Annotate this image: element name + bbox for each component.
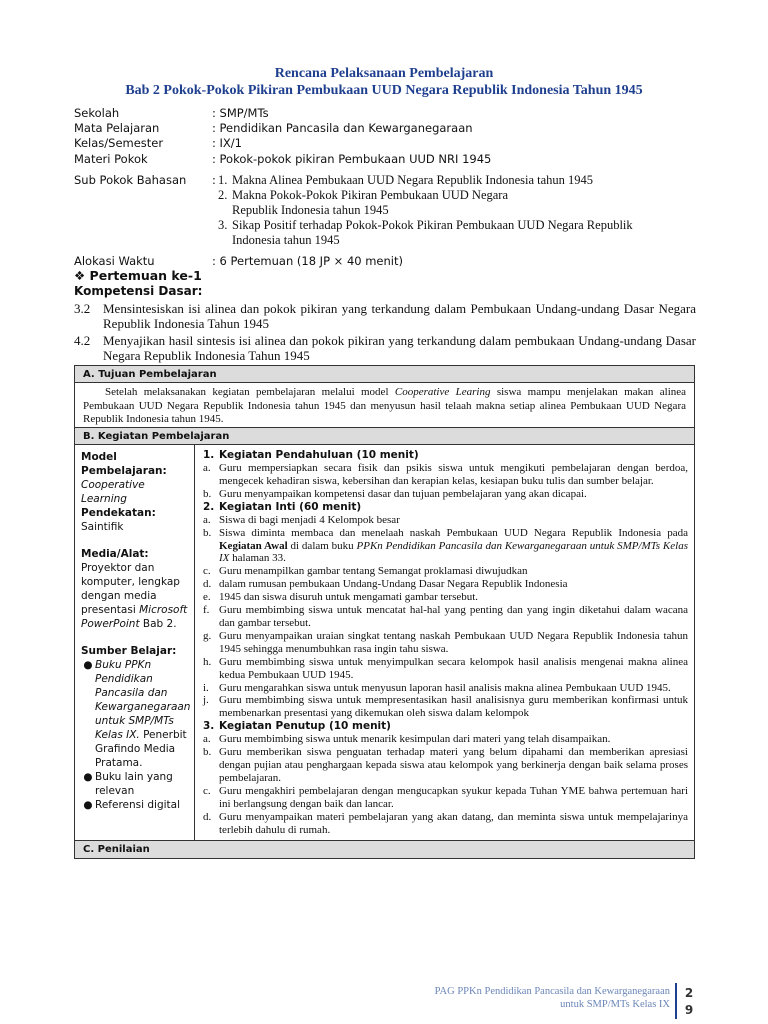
- kegiatan-item-text: [219, 514, 688, 527]
- kegiatan-item-letter: a.: [203, 733, 211, 746]
- pendekatan-label: Pendekatan:: [81, 507, 156, 519]
- kegiatan-text-part: Guru membimbing siswa untuk menyimpulkan secara kelompok hasil analisis mengenai makna alinea kedua Pembukaan UUD 1945.: [219, 655, 688, 681]
- kegiatan-text-part: Guru menyampaikan uraian singkat tentang naskah Pembukaan UUD Negara Republik Indonesia tahun 1945 sehingga menumbuhkan rasa ingin tahu siswa.: [219, 629, 688, 655]
- page-number-digit: 9: [684, 1003, 694, 1017]
- kegiatan-text-part: Guru memberikan siswa penguatan terhadap materi yang belum dipahami dan memberikan apresiasi dengan pujian atau penghargaan kepada siswa atau kelompok yang berkinerja dengan baik selama proses pembelajaran.: [219, 746, 688, 784]
- kegiatan-item-text: [219, 565, 688, 578]
- tujuan-text-part: Setelah melaksanakan kegiatan pembelajaran melalui model: [105, 386, 395, 398]
- kegiatan-item-letter: h.: [203, 655, 212, 668]
- sumber-label: Sumber Belajar:: [81, 645, 177, 657]
- kegiatan-item-text: [219, 785, 688, 811]
- kegiatan-item: [203, 694, 688, 720]
- kompetensi-text: Mensintesiskan isi alinea dan pokok pikiran yang terkandung dalam Pembukaan Undang-undang Dasar Negara Republik Indonesia Tahun 1945: [103, 301, 696, 331]
- kompetensi-item: [74, 333, 696, 363]
- kegiatan-item-text: [219, 578, 688, 591]
- identity-value: : Pendidikan Pancasila dan Kewarganegaraan: [212, 121, 473, 135]
- kegiatan-item-text: [219, 488, 688, 501]
- kegiatan-item-text: [219, 527, 688, 566]
- kegiatan-text-part: Guru mempersiapkan secara fisik dan psikis siswa untuk mengikuti pembelajaran dengan berdoa, mengecek kehadiran siswa, kebersihan dan kerapian kelas, kesiapan buku tulis dan sumber belajar.: [219, 462, 688, 487]
- kegiatan-item: [203, 746, 688, 785]
- kegiatan-item-text: [219, 694, 688, 720]
- identity-label: Mata Pelajaran: [74, 121, 160, 135]
- kegiatan-text-part: 1945 dan siswa disuruh untuk mengamati gambar tersebut.: [219, 591, 479, 604]
- kegiatan-text-part: Guru menyampaikan materi pembelajaran yang akan datang, dan meminta siswa untuk mempelajarinya terlebih dahulu di rumah.: [219, 810, 688, 836]
- kegiatan-right-column: [195, 445, 694, 840]
- kegiatan-item-text: [219, 656, 688, 682]
- kegiatan-section-title: [203, 720, 688, 733]
- kegiatan-section-number: 1.: [203, 449, 215, 461]
- model-value: Cooperative Learning: [81, 479, 145, 505]
- kegiatan-item-letter: f.: [203, 604, 210, 617]
- sumber-book-title: Buku PPKn Pendidikan Pancasila dan Kewarganegaraan untuk SMP/MTs Kelas IX.: [95, 659, 191, 741]
- sumber-item: [81, 798, 188, 812]
- list-number: 1.: [218, 173, 228, 187]
- kegiatan-item-text: [219, 811, 688, 837]
- kegiatan-item-text: [219, 733, 688, 746]
- kegiatan-item-text: [219, 604, 688, 630]
- kegiatan-section-label: Kegiatan Penutup (10 menit): [219, 720, 391, 733]
- list-text: Makna Pokok-Pokok Pikiran Pembukaan UUD Negara Republik Indonesia tahun 1945: [232, 188, 508, 217]
- tujuan-model-name: Cooperative Learing: [394, 386, 491, 398]
- section-c-header: C. Penilaian: [75, 841, 694, 858]
- footer-text: [380, 985, 670, 1011]
- kompetensi-text: Menyajikan hasil sintesis isi alinea dan pokok pikiran yang terkandung dalam pembukaan Undang-undang Dasar Negara Republik Indonesia Tahun 1945: [103, 333, 696, 363]
- model-label: Model Pembelajaran:: [81, 451, 167, 477]
- kegiatan-item: [203, 527, 688, 566]
- kegiatan-item-letter: c.: [203, 565, 211, 578]
- kegiatan-text-part: Guru membimbing siswa untuk menarik kesimpulan dari materi yang telah disampaikan.: [219, 733, 611, 746]
- page-number: [683, 985, 695, 1019]
- page-number-divider: [675, 983, 677, 1019]
- kegiatan-item-text: [219, 630, 688, 656]
- list-number: 3.: [218, 218, 228, 232]
- list-item: [218, 188, 678, 218]
- kegiatan-text-part: Guru mengakhiri pembelajaran dengan mengucapkan syukur kepada Tuhan YME bahwa pertemuan hari ini berlangsung dengan baik dan lancar.: [219, 784, 688, 810]
- identity-label: Kelas/Semester: [74, 136, 164, 150]
- kegiatan-item: [203, 565, 688, 578]
- footer-line: untuk SMP/MTs Kelas IX: [560, 999, 670, 1010]
- identity-label: Materi Pokok: [74, 152, 148, 166]
- identity-label: Alokasi Waktu: [74, 254, 155, 268]
- list-text: Sikap Positif terhadap Pokok-Pokok Pikiran Pembukaan UUD Negara Republik Indonesia tahun 1945: [232, 218, 633, 247]
- kompetensi-heading: Kompetensi Dasar:: [74, 284, 203, 298]
- kompetensi-number: 4.2: [74, 333, 91, 348]
- media-text-part: Proyektor dan komputer, lengkap dengan media presentasi: [81, 562, 180, 616]
- media-text: [81, 561, 188, 631]
- kompetensi-number: 3.2: [74, 301, 91, 316]
- kegiatan-text-part: Guru menampilkan gambar tentang Semangat proklamasi diwujudkan: [219, 565, 528, 578]
- identity-value: : IX/1: [212, 136, 242, 150]
- list-item: [218, 173, 678, 188]
- sumber-text: Referensi digital: [95, 799, 180, 811]
- pertemuan-heading: ❖ Pertemuan ke-1: [74, 268, 202, 283]
- kegiatan-text-part: halaman 33.: [229, 552, 286, 565]
- sumber-item: [81, 770, 188, 798]
- kegiatan-text-part: di dalam buku: [287, 539, 357, 552]
- pendekatan-value: Saintifik: [81, 521, 124, 533]
- kegiatan-text-part: dalam rumusan pembukaan Undang-Undang Dasar Negara Republik Indonesia: [219, 578, 568, 591]
- kegiatan-item: [203, 591, 688, 604]
- kegiatan-book-title: PPKn Pendidikan Pancasila dan Kewarganegaraan untuk SMP/MTs Kelas IX: [219, 539, 688, 565]
- kegiatan-item-letter: b.: [203, 746, 212, 759]
- kegiatan-section-label: Kegiatan Pendahuluan (10 menit): [219, 449, 419, 461]
- kegiatan-text-part: Siswa diminta membaca dan menelaah naskah Pembukaan UUD Negara Republik Indonesia pada: [219, 526, 688, 539]
- list-number: 2.: [218, 188, 228, 202]
- kegiatan-item-letter: d.: [203, 810, 212, 823]
- kegiatan-text-part: Guru menyampaikan kompetensi dasar dan tujuan pembelajaran yang akan dicapai.: [219, 487, 587, 500]
- section-a-header: A. Tujuan Pembelajaran: [75, 366, 694, 383]
- sub-pokok-list: [218, 173, 678, 248]
- kegiatan-section-number: 2.: [203, 500, 215, 513]
- kegiatan-item-text: [219, 746, 688, 785]
- identity-label: Sekolah: [74, 106, 120, 120]
- kegiatan-item-text: [219, 682, 688, 695]
- kegiatan-section-title: [203, 501, 688, 514]
- kegiatan-item-letter: e.: [203, 591, 211, 604]
- sumber-book-publisher: Penerbit Grafindo Media Pratama.: [95, 729, 187, 769]
- footer-line: PAG PPKn Pendidikan Pancasila dan Kewarganegaraan: [434, 986, 670, 997]
- kegiatan-text-part: Guru membimbing siswa untuk mencatat hal-hal yang penting dan yang ingin diketahui dalam wacana dan gambar tersebut.: [219, 604, 688, 629]
- section-b-header: B. Kegiatan Pembelajaran: [75, 428, 694, 445]
- kompetensi-item: [74, 301, 696, 331]
- kegiatan-item-text: [219, 591, 688, 604]
- kegiatan-item: [203, 682, 688, 695]
- kegiatan-item: [203, 656, 688, 682]
- kegiatan-text-part: Guru membimbing siswa untuk mempresentasikan hasil analisisnya guru memberikan konfirmasi untuk membenarkan presentasi yang dikemukan oleh siswa dalam kelompok: [219, 694, 688, 720]
- bullet-icon: ●: [83, 771, 93, 783]
- kegiatan-item-letter: a.: [203, 462, 211, 474]
- kegiatan-item-letter: b.: [203, 487, 212, 500]
- kegiatan-item-letter: c.: [203, 784, 211, 797]
- kegiatan-item: [203, 514, 688, 527]
- kegiatan-section-label: Kegiatan Inti (60 menit): [219, 500, 362, 513]
- bullet-icon: ●: [83, 659, 93, 671]
- kegiatan-section-title: [203, 449, 688, 462]
- tujuan-text-part: siswa mampu menjelakan makan alinea Pembukaan UUD Negara Republik Indonesia tahun 1945 dan menyusun hasil telaah makna setiap alinea Pembukaan UUD Negara Republik Indonesia tahun 1945.: [83, 386, 687, 425]
- kegiatan-text-bold: Kegiatan Awal: [219, 539, 288, 552]
- media-text-part: Bab 2.: [139, 618, 177, 630]
- sub-pokok-colon: :: [212, 173, 216, 187]
- tujuan-text: [75, 383, 694, 428]
- identity-value: : Pokok-pokok pikiran Pembukaan UUD NRI 1945: [212, 152, 492, 166]
- kegiatan-left-column: [75, 445, 195, 840]
- bullet-icon: ●: [83, 799, 93, 811]
- document-subtitle: Bab 2 Pokok-Pokok Pikiran Pembukaan UUD Negara Republik Indonesia Tahun 1945: [125, 83, 643, 98]
- rpp-table: [74, 365, 695, 859]
- kegiatan-item: [203, 488, 688, 501]
- kegiatan-text-part: Siswa di bagi menjadi 4 Kelompok besar: [219, 513, 400, 526]
- sumber-text: Buku lain yang relevan: [95, 771, 173, 797]
- kegiatan-item-letter: d.: [203, 578, 212, 591]
- kegiatan-row: [75, 445, 694, 841]
- kegiatan-item: [203, 630, 688, 656]
- page-number-digit: 2: [684, 986, 694, 1000]
- kegiatan-item: [203, 462, 688, 488]
- kegiatan-item-text: [219, 462, 688, 488]
- sumber-item: [81, 658, 191, 770]
- kegiatan-item: [203, 785, 688, 811]
- kegiatan-section-number: 3.: [203, 720, 215, 733]
- document-title: Rencana Pelaksanaan Pembelajaran: [274, 66, 494, 81]
- kegiatan-text-part: Guru mengarahkan siswa untuk menyusun laporan hasil analisis makna alinea Pembukaan UUD 1945.: [219, 681, 671, 694]
- kegiatan-item-letter: a.: [203, 513, 211, 526]
- kegiatan-item-letter: i.: [203, 681, 209, 694]
- identity-value: : 6 Pertemuan (18 JP × 40 menit): [212, 254, 403, 268]
- sub-pokok-label: Sub Pokok Bahasan: [74, 173, 187, 187]
- kegiatan-item: [203, 604, 688, 630]
- identity-value: : SMP/MTs: [212, 106, 269, 120]
- kegiatan-item-letter: g.: [203, 629, 212, 642]
- kegiatan-item: [203, 578, 688, 591]
- list-text: Makna Alinea Pembukaan UUD Negara Republik Indonesia tahun 1945: [232, 173, 594, 187]
- kegiatan-item-letter: j.: [203, 694, 209, 707]
- media-label: Media/Alat:: [81, 548, 149, 560]
- kegiatan-item: [203, 811, 688, 837]
- media-software: Microsoft PowerPoint: [81, 604, 188, 630]
- kegiatan-item: [203, 733, 688, 746]
- list-item: [218, 218, 678, 248]
- kegiatan-item-letter: b.: [203, 526, 212, 539]
